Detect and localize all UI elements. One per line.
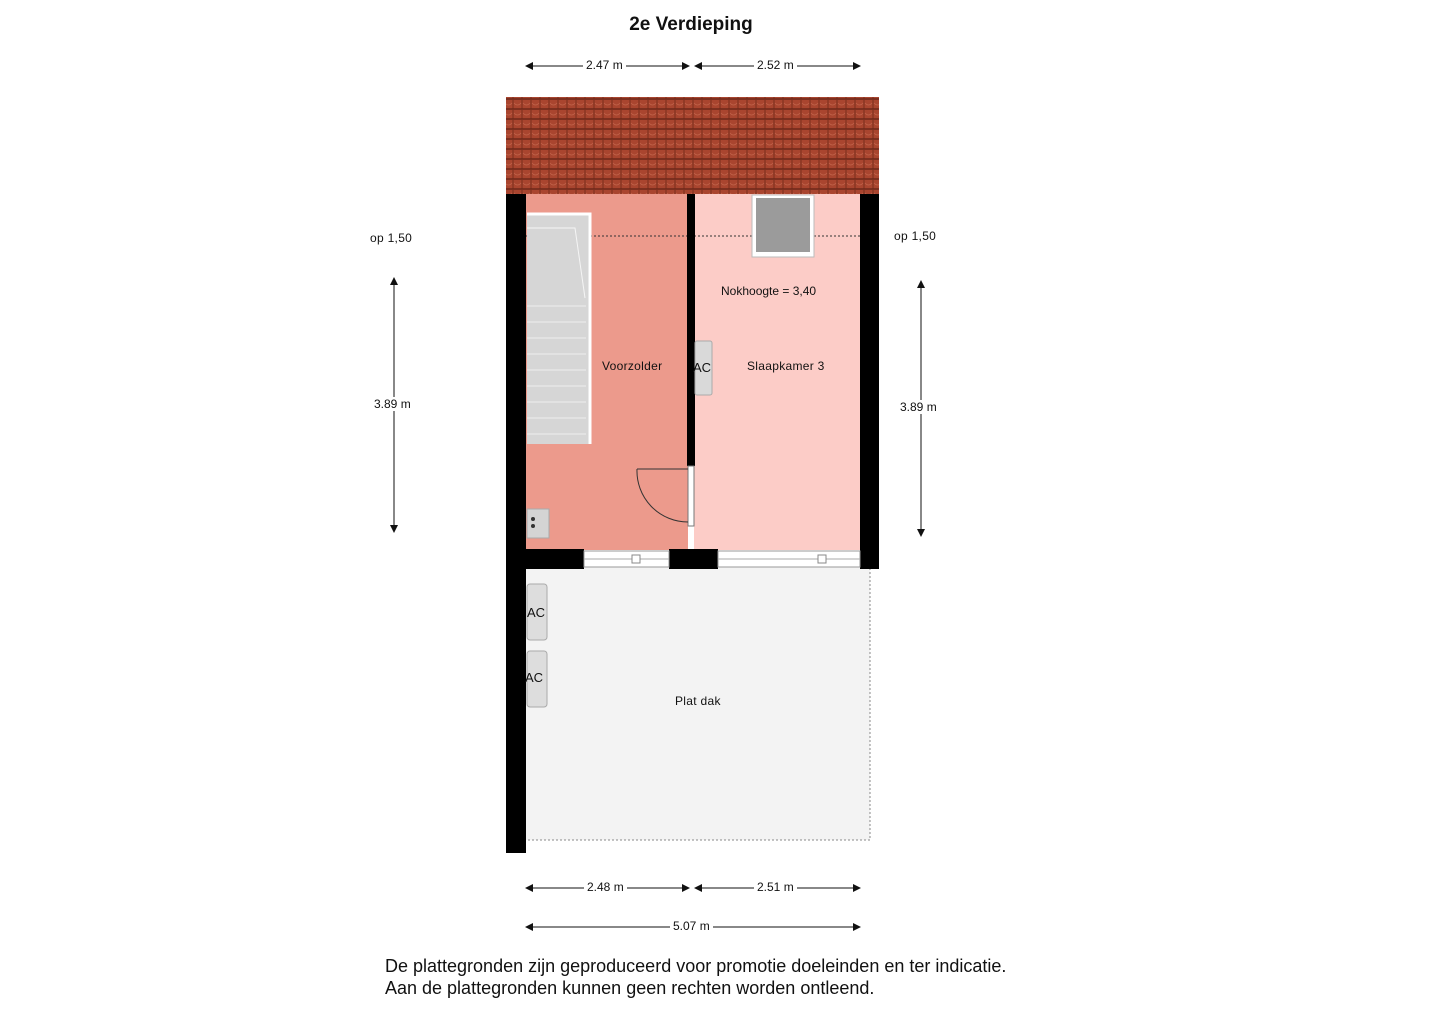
dim-bottom-left: 2.48 m [584,880,627,894]
window-left [584,551,669,567]
ac-label-dak-1: AC [527,605,546,620]
dim-top-right: 2.52 m [754,58,797,72]
dim-bottom-right: 2.51 m [754,880,797,894]
staircase [527,214,590,444]
ac-label-dak-2: AC [525,670,544,685]
dim-right-height: 3.89 m [897,400,940,414]
dim-top-left: 2.47 m [583,58,626,72]
room-label-slaapkamer: Slaapkamer 3 [747,359,825,373]
window-right [718,551,860,567]
disclaimer [385,955,1006,999]
height-note-left: op 1,50 [370,231,413,245]
wall-bottom-left [506,549,584,569]
wall-left [506,194,526,853]
floor-title: 2e Verdieping [629,14,753,35]
wall-socket [527,509,549,538]
dim-bottom-total: 5.07 m [670,919,713,933]
room-label-voorzolder: Voorzolder [602,359,663,373]
wall-middle [687,194,695,466]
disclaimer-line-1: De plattegronden zijn geproduceerd voor promotie doeleinden en ter indicatie. [385,956,1007,976]
wall-bottom-mid [669,549,718,569]
ac-label-slaapkamer: AC [693,360,712,375]
disclaimer-line-2: Aan de plattegronden kunnen geen rechten worden ontleend. [385,978,875,998]
wall-right [860,194,879,569]
height-note-right: op 1,50 [894,229,937,243]
dim-left-height: 3.89 m [371,397,414,411]
nokhoogte-label: Nokhoogte = 3,40 [721,284,817,298]
roof-tiles [506,97,879,194]
room-label-plat-dak: Plat dak [675,694,721,708]
